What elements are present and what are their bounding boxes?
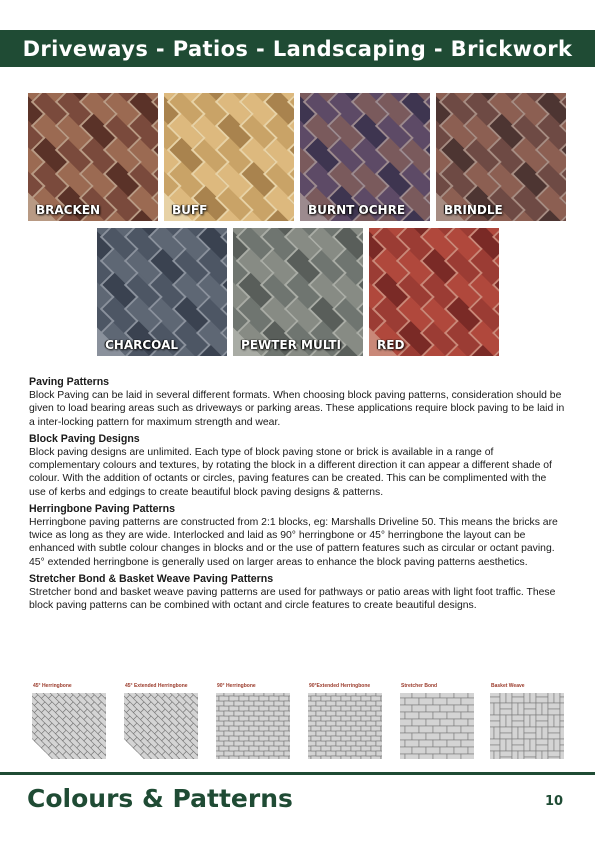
pattern-label: 90°Extended Herringbone [309,683,371,689]
paving-texture [97,228,227,356]
swatch-brindle [436,93,566,221]
pattern-drawing [30,691,108,761]
pattern-drawing [306,691,384,761]
section-heading: Stretcher Bond & Basket Weave Paving Patterns [29,572,274,585]
paving-texture [436,93,566,221]
swatch-label: BRINDLE [444,203,503,217]
pattern-90-extended-herringbone [306,682,386,762]
section-body: Herringbone paving patterns are constructed from 2:1 blocks, eg: Marshalls Driveline 50. This means the bricks are twice as long as they are wide. Interlocked and laid as 90° herringbone or 45° herringbone the layout can be enhanced with subtle colour changes in blocks and or the use of pattern features such as circular or octant paving. 45° extended herringbone is generally used on larger areas to enhance the block paving patterns aesthetics. [29,517,558,568]
pattern-diagrams [30,682,570,762]
section-heading: Herringbone Paving Patterns [29,502,175,515]
paving-texture [369,228,499,356]
pattern-label: 45° Herringbone [33,683,72,689]
paving-texture [164,93,294,221]
paving-texture [233,228,363,356]
swatch-bracken [28,93,158,221]
body-text [29,376,565,616]
swatch-label: BRACKEN [36,203,101,217]
paving-texture [300,93,430,221]
footer-divider [0,772,595,775]
page-number: 10 [545,794,564,809]
pattern-45-herringbone [30,682,110,762]
pattern-90-herringbone [214,682,294,762]
pattern-label: Basket Weave [491,683,525,689]
pattern-label: 90° Herringbone [217,683,256,689]
section-heading: Block Paving Designs [29,432,140,445]
section-body: Block paving designs are unlimited. Each type of block paving stone or brick is available in a range of complementary colours and textures, by rotating the block in a different direction it can appear a different shade of colour. With the addition of octants or circles, paving features can be created. This can be complimented with the use of kerbs and edgings to create beautiful block paving designs & patterns. [29,447,552,498]
footer-title: Colours & Patterns [27,784,293,813]
pattern-drawing [488,691,566,761]
pattern-45-extended-herringbone [122,682,202,762]
swatch-buff [164,93,294,221]
swatch-label: BUFF [172,203,208,217]
pattern-drawing [214,691,292,761]
section-body: Block Paving can be laid in several different formats. When choosing block paving patterns, consideration should be given to load bearing areas such as driveways or parking areas. These applications require block paving to be laid in a inter-locking pattern for maximum strength and wear. [29,390,565,428]
pattern-label: Stretcher Bond [401,683,438,689]
swatch-label: RED [377,338,405,352]
page-header-banner [0,30,595,67]
swatch-charcoal [97,228,227,356]
swatch-burnt-ochre [300,93,430,221]
pattern-label: 45° Extended Herringbone [125,683,188,689]
pattern-basket-weave [488,682,568,762]
section-heading: Paving Patterns [29,376,110,388]
swatch-label: CHARCOAL [105,338,178,352]
swatch-pewter-multi [233,228,363,356]
page-header-title: Driveways - Patios - Landscaping - Brickwork [22,36,573,61]
swatch-red [369,228,499,356]
paving-texture [28,93,158,221]
swatch-label: BURNT OCHRE [308,203,406,217]
section-body: Stretcher bond and basket weave paving patterns are used for pathways or patio areas with light foot traffic. These block paving patterns can be combined with octant and circle features to create beautiful designs. [29,587,556,612]
pattern-drawing [398,691,476,761]
pattern-stretcher-bond [398,682,478,762]
swatch-label: PEWTER MULTI [241,338,342,352]
pattern-drawing [122,691,200,761]
